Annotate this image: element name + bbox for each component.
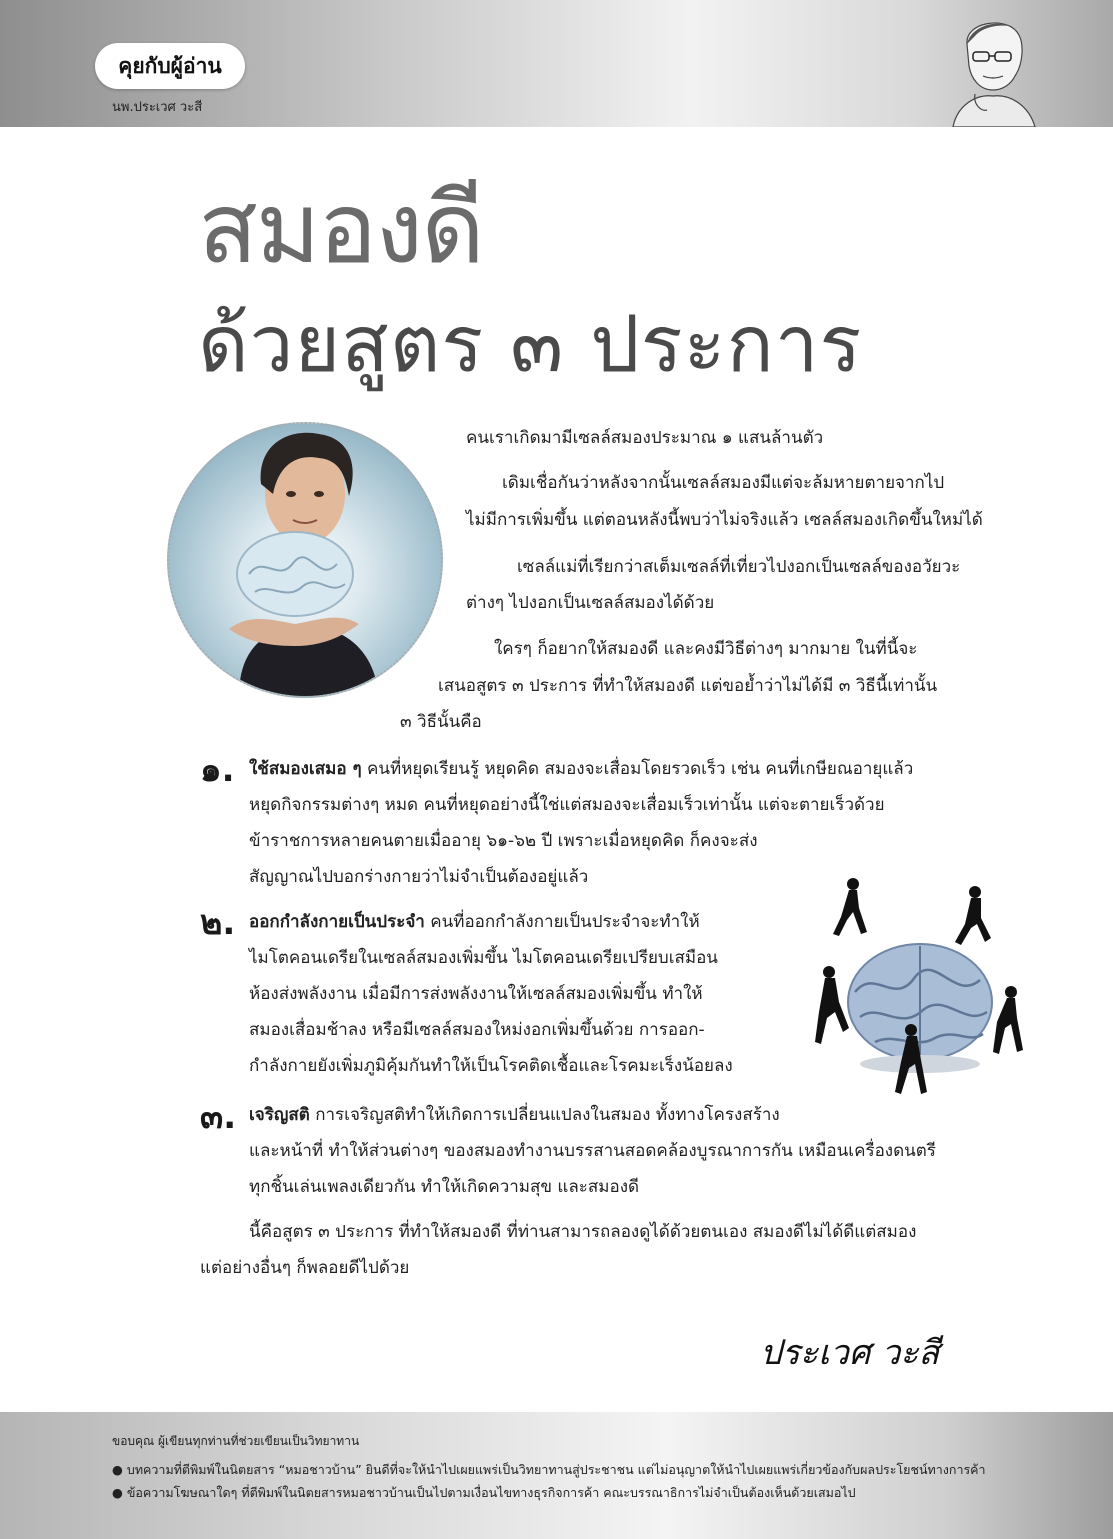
column-label-badge: [95, 43, 245, 89]
item-2-line-2: ไมโตคอนเดรียในเซลล์สมองเพิ่มขึ้น ไมโตคอนเดรียเปรียบเสมือน: [249, 948, 718, 968]
item-3-number: ๓.: [200, 1097, 237, 1137]
author-name: นพ.ประเวศ วะสี: [112, 100, 203, 115]
intro-paragraph-2-line-1: เดิมเชื่อกันว่าหลังจากนั้นเซลล์สมองมีแต่จะล้มหายตายจากไป: [502, 473, 945, 493]
intro-paragraph-1: คนเราเกิดมามีเซลล์สมองประมาณ ๑ แสนล้านตัว: [466, 428, 824, 448]
footer-note-1: ● บทความที่ตีพิมพ์ในนิตยสาร “หมอชาวบ้าน” ยินดีที่จะให้นำไปเผยแพร่เป็นวิทยาทานสู่ประชาชน แต่ไม่อนุญาตให้นำไปเผยแพร่เกี่ยวข้องกับผลประโยชน์ทางการค้า: [112, 1462, 986, 1477]
closing-line-1: นี้คือสูตร ๓ ประการ ที่ทำให้สมองดี ที่ท่านสามารถลองดูได้ด้วยตนเอง สมองดีไม่ได้ดีแต่สมอง: [249, 1222, 917, 1242]
item-1-line-2: หยุดกิจกรรมต่างๆ หมด คนที่หยุดอย่างนี้ใช่แต่สมองจะเสื่อมเร็วเท่านั้น แต่จะตายเร็วด้วย: [249, 795, 885, 815]
item-2-line-4: สมองเสื่อมช้าลง หรือมีเซลล์สมองใหม่งอกเพิ่มขึ้นด้วย การออก-: [249, 1020, 705, 1040]
footer-thanks: ขอบคุณ ผู้เขียนทุกท่านที่ช่วยเขียนเป็นวิทยาทาน: [112, 1434, 360, 1448]
item-2-line-1-text: คนที่ออกกำลังกายเป็นประจำจะทำให้: [424, 912, 700, 932]
intro-paragraph-4-line-3: ๓ วิธีนั้นคือ: [400, 712, 482, 732]
brain-in-hand-photo: [167, 422, 443, 698]
title-main: สมองดี: [198, 172, 483, 286]
item-3-line-2: และหน้าที่ ทำให้ส่วนต่างๆ ของสมองทำงานบรรสานสอดคล้องบูรณาการกัน เหมือนเครื่องดนตรี: [249, 1141, 936, 1161]
footer-note-2: ● ข้อความโฆษณาใดๆ ที่ตีพิมพ์ในนิตยสารหมอชาวบ้านเป็นไปตามเงื่อนไขทางธุรกิจการค้า คณะบรรณาธิการไม่จำเป็นต้องเห็นด้วยเสมอไป: [112, 1485, 856, 1500]
item-2-heading: ออกกำลังกายเป็นประจำ: [249, 912, 425, 932]
author-signature: ประเวศ วะสี: [760, 1333, 940, 1373]
title-sub: ด้วยสูตร ๓ ประการ: [198, 300, 863, 390]
intro-paragraph-3-line-2: ต่างๆ ไปงอกเป็นเซลล์สมองได้ด้วย: [466, 593, 715, 613]
item-1-number: ๑.: [200, 750, 235, 790]
item-1-line-1: [249, 752, 913, 787]
brain-with-silhouettes-image: [805, 872, 1035, 1097]
intro-paragraph-2-line-2: ไม่มีการเพิ่มขึ้น แต่ตอนหลังนี้พบว่าไม่จริงแล้ว เซลล์สมองเกิดขึ้นใหม่ได้: [466, 510, 983, 530]
item-1-line-3: ข้าราชการหลายคนตายเมื่ออายุ ๖๑-๖๒ ปี เพราะเมื่อหยุดคิด ก็คงจะส่ง: [249, 831, 758, 851]
intro-paragraph-4-line-2: เสนอสูตร ๓ ประการ ที่ทำให้สมองดี แต่ขอย้ำว่าไม่ได้มี ๓ วิธีนี้เท่านั้น: [438, 676, 938, 696]
item-1-line-1-text: คนที่หยุดเรียนรู้ หยุดคิด สมองจะเสื่อมโดยรวดเร็ว เช่น คนที่เกษียณอายุแล้ว: [361, 759, 914, 779]
item-3-heading: เจริญสติ: [249, 1105, 310, 1125]
item-2-line-1: [249, 905, 700, 940]
item-2-number: ๒.: [200, 903, 236, 943]
item-2-line-3: ห้องส่งพลังงาน เมื่อมีการส่งพลังงานให้เซลล์สมองเพิ่มขึ้น ทำให้: [249, 984, 703, 1004]
item-3-line-3: ทุกชิ้นเล่นเพลงเดียวกัน ทำให้เกิดความสุข และสมองดี: [249, 1177, 640, 1197]
intro-paragraph-4-line-1: ใครๆ ก็อยากให้สมองดี และคงมีวิธีต่างๆ มากมาย ในที่นี้จะ: [494, 639, 918, 659]
closing-line-2: แต่อย่างอื่นๆ ก็พลอยดีไปด้วย: [200, 1258, 410, 1278]
item-3-line-1-text: การเจริญสติทำให้เกิดการเปลี่ยนแปลงในสมอง ทั้งทางโครงสร้าง: [309, 1105, 780, 1125]
item-1-heading: ใช้สมองเสมอ ๆ: [249, 759, 362, 779]
item-2-line-5: กำลังกายยังเพิ่มภูมิคุ้มกันทำให้เป็นโรคติดเชื้อและโรคมะเร็งน้อยลง: [249, 1056, 733, 1076]
column-label: คุยกับผู้อ่าน: [118, 53, 222, 78]
intro-paragraph-3-line-1: เซลล์แม่ที่เรียกว่าสเต็มเซลล์ที่เที่ยวไปงอกเป็นเซลล์ของอวัยวะ: [517, 557, 961, 577]
item-1-line-4: สัญญาณไปบอกร่างกายว่าไม่จำเป็นต้องอยู่แล้ว: [249, 867, 589, 887]
author-portrait-image: [945, 14, 1040, 127]
item-3-line-1: [249, 1098, 780, 1133]
